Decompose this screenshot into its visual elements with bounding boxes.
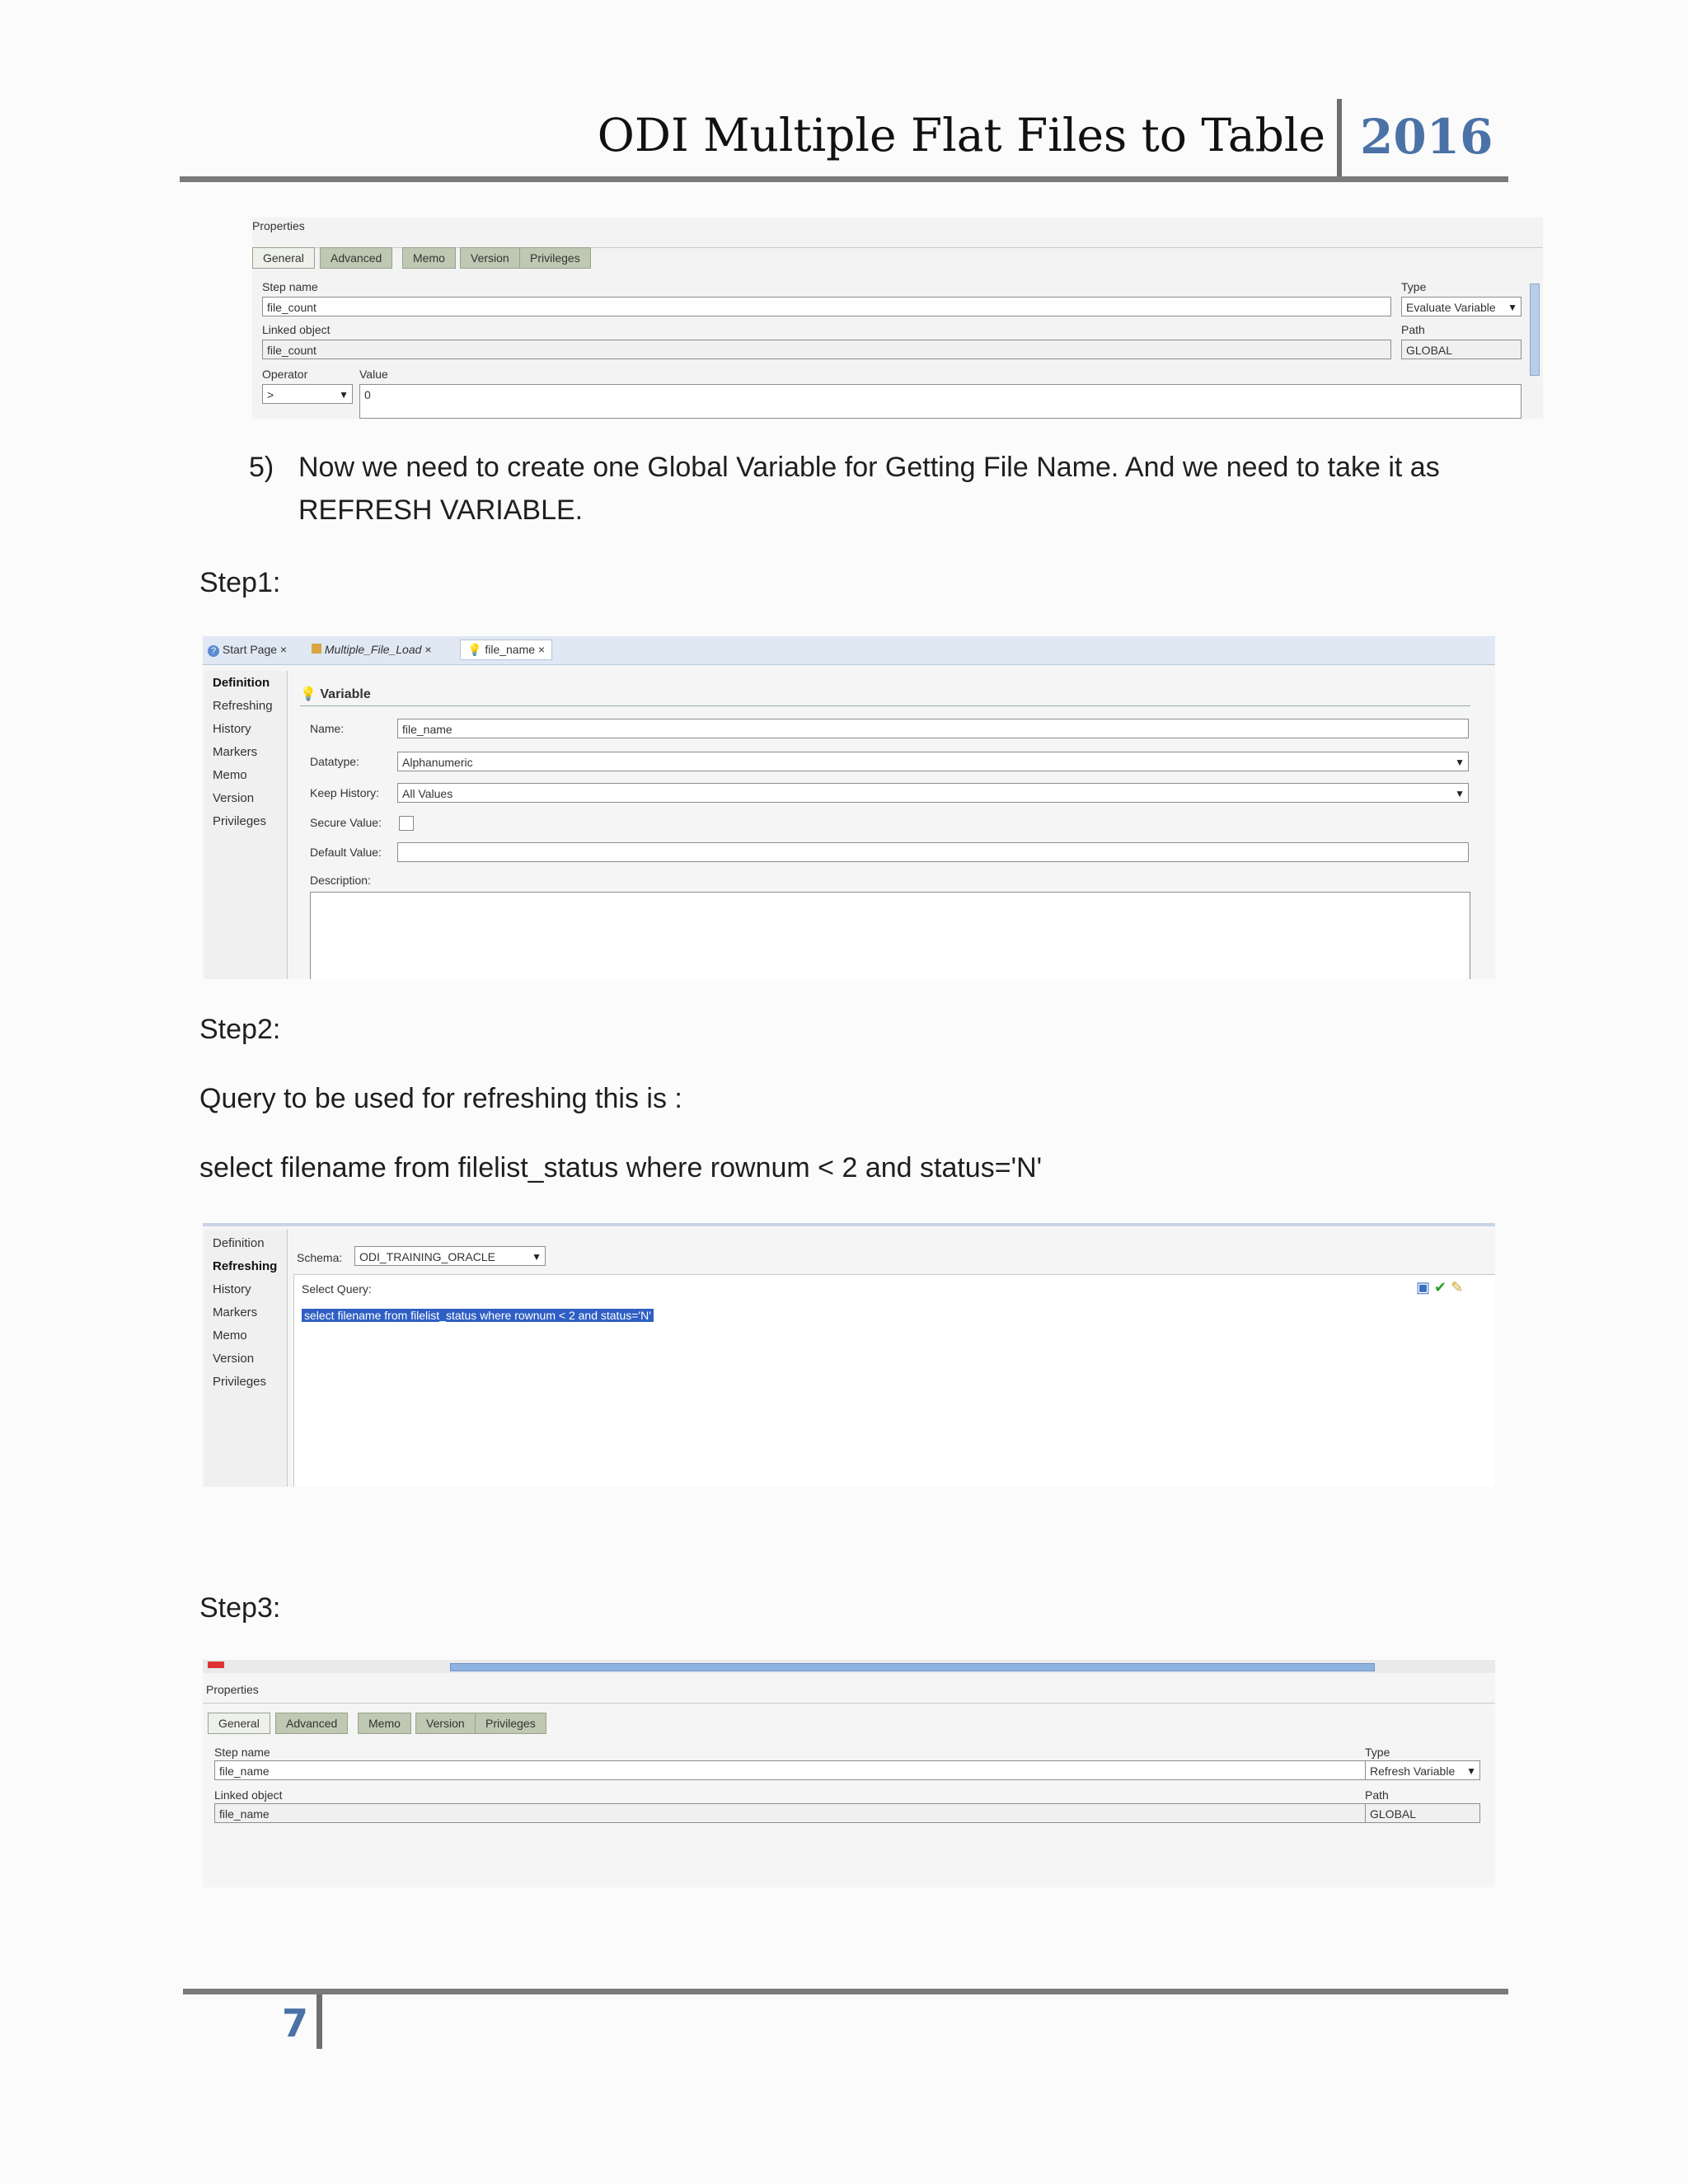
tab-multiple-file-load[interactable]: Multiple_File_Load × (312, 643, 432, 656)
query-intro: Query to be used for refreshing this is : (199, 1083, 682, 1114)
list-number: 5) (249, 452, 274, 483)
page-number: 7 (282, 2001, 309, 2046)
header-rule (180, 176, 1508, 182)
sidebar-item-refreshing[interactable]: Refreshing (213, 1259, 278, 1273)
properties-title: Properties (252, 219, 305, 232)
value-label: Value (359, 368, 388, 381)
tab-advanced[interactable]: Advanced (275, 1713, 348, 1734)
step-name-input[interactable]: file_name (214, 1760, 1368, 1780)
tab-start-page-label: Start Page (222, 643, 278, 656)
step-name-input[interactable]: file_count (262, 297, 1391, 316)
sidebar-item-memo[interactable]: Memo (213, 768, 247, 782)
chevron-down-icon: ▼ (339, 389, 349, 401)
name-input[interactable]: file_name (397, 719, 1469, 738)
linked-object-field: file_name (214, 1803, 1368, 1823)
tab-file-name-label: file_name (485, 643, 536, 656)
tab-memo[interactable]: Memo (402, 247, 456, 269)
paragraph-line-2: REFRESH VARIABLE. (298, 494, 584, 526)
header-divider (1337, 99, 1342, 180)
type-select[interactable] (1365, 1760, 1480, 1780)
package-icon (312, 644, 321, 654)
sidebar-item-markers[interactable]: Markers (213, 745, 258, 759)
sidebar-item-definition[interactable]: Definition (213, 676, 270, 690)
sidebar-item-privileges[interactable]: Privileges (213, 814, 267, 828)
type-label: Type (1365, 1746, 1390, 1759)
type-value: Evaluate Variable (1406, 301, 1496, 314)
sidebar-item-version[interactable]: Version (213, 791, 255, 805)
linked-object-label: Linked object (262, 323, 331, 336)
footer-rule (183, 1989, 1508, 1994)
chevron-down-icon: ▼ (1507, 302, 1517, 313)
variable-icon: 💡 (467, 643, 482, 656)
tab-memo[interactable]: Memo (358, 1713, 411, 1734)
query-text: select filename from filelist_status where rownum < 2 and status='N' (199, 1152, 1043, 1183)
section-title-text: Variable (320, 687, 371, 701)
secure-value-label: Secure Value: (310, 816, 382, 829)
step1-heading: Step1: (199, 567, 281, 598)
sidebar-item-privileges[interactable]: Privileges (213, 1375, 267, 1389)
sidebar-item-history[interactable]: History (213, 1282, 251, 1296)
section-title (300, 686, 371, 702)
footer-divider (316, 1994, 322, 2049)
step-name-label: Step name (262, 280, 318, 293)
keep-history-label: Keep History: (310, 786, 380, 799)
sidebar-item-version[interactable]: Version (213, 1352, 255, 1366)
sidebar-item-memo[interactable]: Memo (213, 1329, 247, 1343)
tab-file-name[interactable]: 💡 file_name × (460, 640, 552, 660)
default-value-input[interactable] (397, 842, 1469, 862)
keep-history-select[interactable] (397, 783, 1469, 803)
sidebar-item-markers[interactable]: Markers (213, 1305, 258, 1319)
tab-advanced[interactable]: Advanced (320, 247, 392, 269)
chevron-down-icon: ▼ (1455, 788, 1465, 799)
selected-query-text[interactable]: select filename from filelist_status where rownum < 2 and status='N' (302, 1309, 654, 1322)
tab-multiple-file-load-label: Multiple_File_Load (324, 643, 422, 656)
error-icon (208, 1661, 224, 1668)
sidebar-item-definition[interactable]: Definition (213, 1236, 265, 1250)
tab-general[interactable]: General (252, 247, 315, 269)
screenshot-refreshing (203, 1223, 1495, 1487)
linked-object-field: file_count (262, 340, 1391, 359)
query-editor[interactable] (293, 1274, 1495, 1487)
path-label: Path (1365, 1788, 1389, 1802)
properties-title: Properties (206, 1683, 259, 1696)
screenshot-refresh-variable (203, 1660, 1495, 1887)
path-field: GLOBAL (1365, 1803, 1480, 1823)
schema-value: ODI_TRAINING_ORACLE (359, 1250, 495, 1263)
step-name-label: Step name (214, 1746, 270, 1759)
tab-privileges[interactable]: Privileges (475, 1713, 546, 1734)
type-label: Type (1401, 280, 1427, 293)
sidebar-item-history[interactable]: History (213, 722, 251, 736)
scrollbar[interactable] (1530, 284, 1540, 376)
screenshot-variable-definition (203, 636, 1495, 979)
step2-heading: Step2: (199, 1014, 281, 1045)
operator-value: > (267, 388, 274, 401)
operator-label: Operator (262, 368, 308, 381)
sidebar-item-refreshing[interactable]: Refreshing (213, 699, 273, 713)
datatype-label: Datatype: (310, 755, 359, 768)
operator-select[interactable] (262, 384, 353, 404)
linked-object-label: Linked object (214, 1788, 283, 1802)
description-label: Description: (310, 874, 371, 887)
edit-icon[interactable]: ✎ (1451, 1279, 1464, 1296)
schema-label: Schema: (297, 1251, 343, 1264)
horizontal-scrollbar[interactable] (450, 1663, 1375, 1671)
type-value: Refresh Variable (1370, 1765, 1456, 1778)
tab-version[interactable]: Version (460, 247, 520, 269)
datatype-value: Alphanumeric (402, 756, 473, 769)
check-icon[interactable]: ✔ (1434, 1279, 1447, 1296)
tab-start-page[interactable]: ? Start Page × (208, 643, 287, 657)
step3-heading: Step3: (199, 1592, 281, 1624)
schema-select[interactable] (354, 1246, 546, 1266)
document-title: ODI Multiple Flat Files to Table (597, 109, 1325, 162)
tab-version[interactable]: Version (415, 1713, 476, 1734)
chevron-down-icon: ▼ (1455, 757, 1465, 768)
screenshot-evaluate-variable (252, 218, 1543, 419)
datatype-select[interactable] (397, 752, 1469, 771)
tab-privileges[interactable]: Privileges (519, 247, 591, 269)
variable-icon: 💡 (300, 687, 316, 701)
copy-icon[interactable]: ▣ (1416, 1279, 1431, 1296)
tab-general[interactable]: General (208, 1713, 270, 1734)
paragraph-line-1: Now we need to create one Global Variable for Getting File Name. And we need to take it as (298, 452, 1440, 483)
value-input[interactable]: 0 (359, 384, 1522, 419)
type-select[interactable] (1401, 297, 1522, 316)
path-field: GLOBAL (1401, 340, 1522, 359)
name-label: Name: (310, 722, 345, 735)
document-year: 2016 (1360, 109, 1493, 165)
editor-toolbar (1416, 1279, 1463, 1296)
secure-value-checkbox[interactable] (399, 816, 414, 831)
help-icon: ? (208, 645, 219, 657)
description-textarea[interactable] (310, 892, 1470, 979)
path-label: Path (1401, 323, 1425, 336)
keep-history-value: All Values (402, 787, 453, 800)
default-value-label: Default Value: (310, 846, 382, 859)
chevron-down-icon: ▼ (532, 1251, 542, 1263)
chevron-down-icon: ▼ (1466, 1765, 1476, 1777)
select-query-label: Select Query: (302, 1282, 372, 1296)
